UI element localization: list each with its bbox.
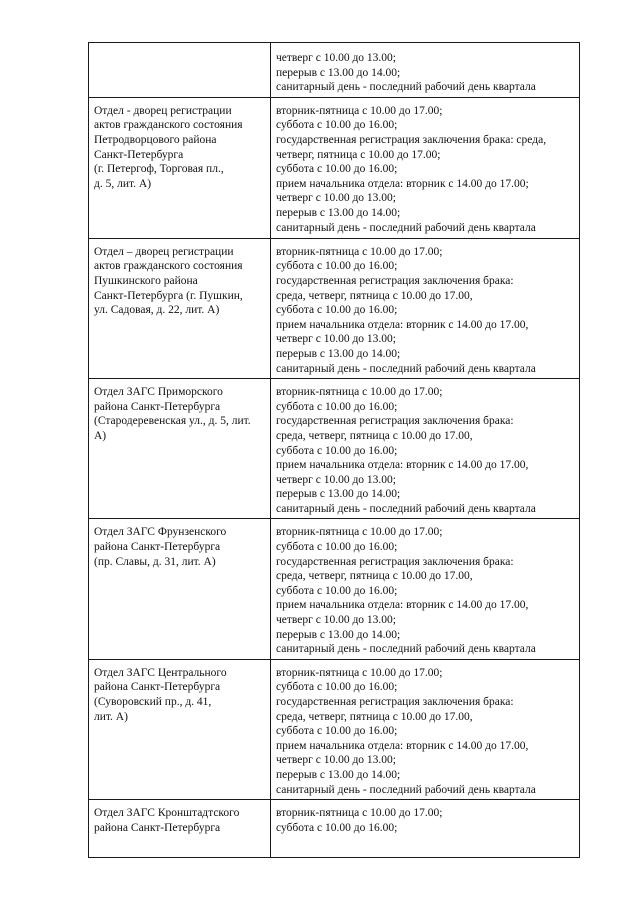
department-cell <box>89 379 271 519</box>
table-row <box>89 379 580 519</box>
hours-line: суббота с 10.00 до 16.00; <box>276 163 398 176</box>
schedule-table-body <box>89 43 580 858</box>
hours-line: государственная регистрация заключения брака: среда, <box>276 133 547 146</box>
department-cell <box>89 800 271 858</box>
hours-cell <box>271 379 580 519</box>
schedule-table <box>88 42 580 858</box>
hours-line: суббота с 10.00 до 16.00; <box>276 725 398 738</box>
hours-line: санитарный день - последний рабочий день квартала <box>276 502 536 515</box>
department-line: района Санкт-Петербурга <box>94 821 221 834</box>
hours-line: перерыв с 13.00 до 14.00; <box>276 488 401 501</box>
department-text <box>89 660 270 726</box>
table-row <box>89 800 580 858</box>
department-text <box>89 800 270 837</box>
department-line: д. 5, лит. А) <box>94 177 152 190</box>
hours-cell <box>271 800 580 858</box>
department-line: Санкт-Петербурга (г. Пушкин, <box>94 289 243 302</box>
hours-line: перерыв с 13.00 до 14.00; <box>276 768 401 781</box>
hours-line: государственная регистрация заключения брака: <box>276 274 514 287</box>
hours-text <box>271 239 579 378</box>
hours-line: санитарный день - последний рабочий день квартала <box>276 783 536 796</box>
hours-line: суббота с 10.00 до 16.00; <box>276 260 398 273</box>
department-line: (Суворовский пр., д. 41, <box>94 696 212 708</box>
hours-line: государственная регистрация заключения брака: <box>276 415 514 428</box>
table-row <box>89 43 580 98</box>
department-line: Отдел ЗАГС Фрунзенского <box>94 526 227 539</box>
hours-line: среда, четверг, пятница с 10.00 до 17.00, <box>276 289 473 302</box>
hours-line: государственная регистрация заключения брака: <box>276 696 514 708</box>
department-text <box>89 98 270 194</box>
department-text <box>89 239 270 320</box>
hours-line: среда, четверг, пятница с 10.00 до 17.00, <box>276 710 473 723</box>
hours-line: перерыв с 13.00 до 14.00; <box>276 628 401 641</box>
department-line: Санкт-Петербурга <box>94 148 184 161</box>
department-cell <box>89 97 271 238</box>
hours-line: прием начальника отдела: вторник с 14.00 до 17.00, <box>276 739 529 752</box>
department-line: лит. А) <box>94 710 128 723</box>
department-cell <box>89 43 271 98</box>
hours-line: четверг с 10.00 до 13.00; <box>276 192 396 205</box>
department-line: Отдел ЗАГС Кронштадтского <box>94 807 240 820</box>
hours-line: перерыв с 13.00 до 14.00; <box>276 347 401 360</box>
hours-cell <box>271 519 580 659</box>
hours-cell <box>271 238 580 378</box>
department-text <box>89 43 270 53</box>
hours-line: санитарный день - последний рабочий день квартала <box>276 643 536 656</box>
hours-line: прием начальника отдела: вторник с 14.00 до 17.00; <box>276 177 529 190</box>
hours-line: прием начальника отдела: вторник с 14.00 до 17.00, <box>276 599 529 612</box>
department-line: Петродворцового района <box>94 133 217 146</box>
department-text <box>89 519 270 571</box>
department-cell <box>89 519 271 659</box>
hours-line: санитарный день - последний рабочий день квартала <box>276 81 536 94</box>
department-line: (Стародеревенская ул., д. 5, лит. <box>94 415 251 428</box>
table-row <box>89 519 580 659</box>
hours-line: суббота с 10.00 до 16.00; <box>276 304 398 317</box>
department-line: Отдел ЗАГС Приморского <box>94 386 223 399</box>
department-cell <box>89 238 271 378</box>
hours-line: среда, четверг, пятница с 10.00 до 17.00, <box>276 429 473 442</box>
hours-line: прием начальника отдела: вторник с 14.00 до 17.00, <box>276 318 529 331</box>
hours-line: суббота с 10.00 до 16.00; <box>276 119 398 132</box>
hours-text <box>271 519 579 658</box>
hours-line: суббота с 10.00 до 16.00; <box>276 681 398 694</box>
hours-line: четверг с 10.00 до 13.00; <box>276 52 396 64</box>
hours-cell <box>271 659 580 799</box>
hours-text <box>271 43 579 97</box>
department-line: А) <box>94 429 107 442</box>
department-line: района Санкт-Петербурга <box>94 400 221 413</box>
table-row <box>89 97 580 238</box>
hours-line: суббота с 10.00 до 16.00; <box>276 541 398 554</box>
hours-text <box>271 660 579 799</box>
department-line: района Санкт-Петербурга <box>94 541 221 554</box>
hours-line: четверг с 10.00 до 13.00; <box>276 614 396 627</box>
hours-line: санитарный день - последний рабочий день квартала <box>276 362 536 375</box>
department-line: района Санкт-Петербурга <box>94 681 221 694</box>
hours-text <box>271 379 579 518</box>
hours-line: суббота с 10.00 до 16.00; <box>276 444 398 457</box>
department-line: Отдел ЗАГС Центрального <box>94 666 227 679</box>
hours-line: суббота с 10.00 до 16.00; <box>276 821 398 834</box>
hours-text <box>271 98 579 237</box>
department-cell <box>89 659 271 799</box>
department-line: (пр. Славы, д. 31, лит. А) <box>94 555 216 568</box>
hours-line: вторник-пятница с 10.00 до 17.00; <box>276 245 443 258</box>
department-line: (г. Петергоф, Торговая пл., <box>94 163 224 176</box>
hours-line: четверг с 10.00 до 13.00; <box>276 754 396 767</box>
hours-line: вторник-пятница с 10.00 до 17.00; <box>276 666 443 679</box>
hours-line: вторник-пятница с 10.00 до 17.00; <box>276 526 443 539</box>
department-line: актов гражданского состояния <box>94 260 243 273</box>
hours-line: суббота с 10.00 до 16.00; <box>276 584 398 597</box>
hours-line: перерыв с 13.00 до 14.00; <box>276 66 401 79</box>
department-line: актов гражданского состояния <box>94 119 243 132</box>
hours-line: прием начальника отдела: вторник с 14.00 до 17.00, <box>276 459 529 472</box>
hours-line: среда, четверг, пятница с 10.00 до 17.00, <box>276 570 473 583</box>
hours-line: четверг с 10.00 до 13.00; <box>276 333 396 346</box>
hours-line: вторник-пятница с 10.00 до 17.00; <box>276 807 443 820</box>
hours-line: перерыв с 13.00 до 14.00; <box>276 206 401 219</box>
department-text <box>89 379 270 445</box>
department-line: Пушкинского района <box>94 274 198 287</box>
hours-cell <box>271 97 580 238</box>
hours-line: вторник-пятница с 10.00 до 17.00; <box>276 386 443 399</box>
hours-line: четверг, пятница с 10.00 до 17.00; <box>276 148 441 161</box>
hours-line: четверг с 10.00 до 13.00; <box>276 473 396 486</box>
hours-text <box>271 800 579 837</box>
hours-line: государственная регистрация заключения брака: <box>276 555 514 568</box>
department-line: Отдел - дворец регистрации <box>94 104 232 117</box>
hours-line: вторник-пятница с 10.00 до 17.00; <box>276 104 443 117</box>
department-line: Отдел – дворец регистрации <box>94 245 234 258</box>
hours-line: санитарный день - последний рабочий день квартала <box>276 221 536 234</box>
hours-cell <box>271 43 580 98</box>
department-line: ул. Садовая, д. 22, лит. А) <box>94 304 220 317</box>
table-row <box>89 238 580 378</box>
table-row <box>89 659 580 799</box>
hours-line: суббота с 10.00 до 16.00; <box>276 400 398 413</box>
